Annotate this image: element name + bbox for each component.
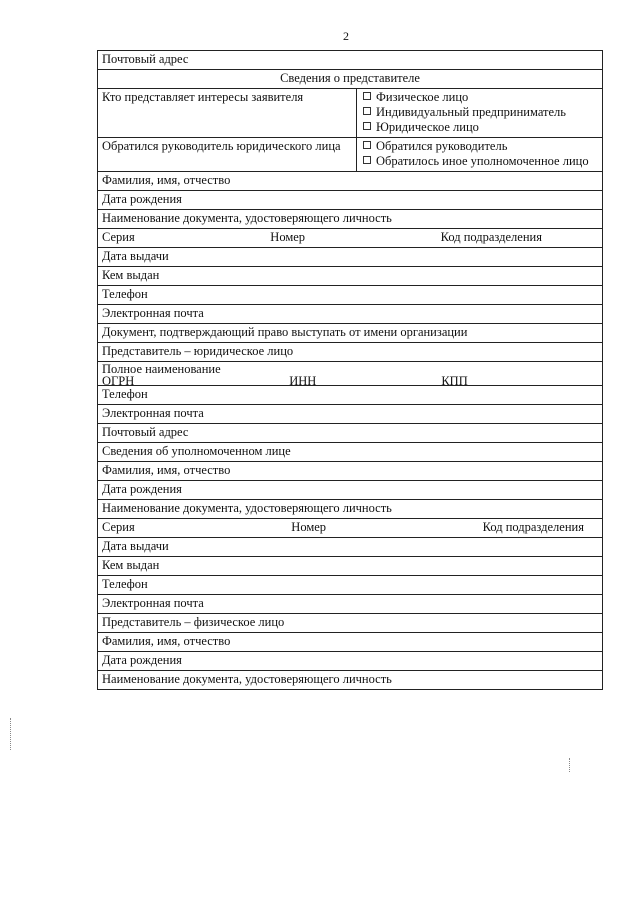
head-applied-row [98,137,602,171]
checkbox-icon [363,92,371,100]
issue-date-row-2[interactable]: Дата выдачи [98,537,602,556]
checkbox-individual[interactable]: Физическое лицо [363,90,598,105]
id-document-row-3[interactable]: Наименование документа, удостоверяющего личность [98,670,602,689]
issue-date-row[interactable]: Дата выдачи [98,247,602,266]
email-row-2[interactable]: Электронная почта [98,404,602,423]
birth-date-row[interactable]: Дата рождения [98,190,602,209]
scan-artifact [10,718,12,750]
birth-date-row-3[interactable]: Дата рождения [98,651,602,670]
scan-artifact [569,758,571,772]
authority-document-row[interactable]: Документ, подтверждающий право выступать от имени организации [98,323,602,342]
head-applied-label: Обратился руководитель юридического лица [98,138,357,171]
ogrn-label: ОГРН [102,374,135,385]
who-represents-options [357,89,602,137]
who-represents-row [98,88,602,137]
full-name-label: Полное наименование [102,362,221,376]
representative-section-header: Сведения о представителе [98,69,602,88]
division-code-label: Код подразделения [440,230,542,244]
division-code-label: Код подразделения [482,520,584,534]
birth-date-row-2[interactable]: Дата рождения [98,480,602,499]
who-represents-label: Кто представляет интересы заявителя [98,89,357,137]
kpp-label: КПП [441,374,468,385]
checkbox-legal-entity[interactable]: Юридическое лицо [363,120,598,135]
series-label: Серия [102,230,135,244]
checkbox-entrepreneur[interactable]: Индивидуальный предприниматель [363,105,598,120]
checkbox-icon [363,156,371,164]
fio-row[interactable]: Фамилия, имя, отчество [98,171,602,190]
series-number-row-2[interactable] [98,518,602,537]
number-label: Номер [270,230,306,244]
page-number: 2 [343,29,349,43]
id-document-row[interactable]: Наименование документа, удостоверяющего личность [98,209,602,228]
series-number-row[interactable] [98,228,602,247]
checkbox-icon [363,141,371,149]
number-label: Номер [291,520,327,534]
applicant-form-table [97,50,603,690]
postal-address-row[interactable]: Почтовый адрес [102,52,189,66]
inn-line [320,375,435,385]
fio-row-2[interactable]: Фамилия, имя, отчество [98,461,602,480]
fio-row-3[interactable]: Фамилия, имя, отчество [98,632,602,651]
phone-row[interactable]: Телефон [98,285,602,304]
id-document-row-2[interactable]: Наименование документа, удостоверяющего личность [98,499,602,518]
rep-individual-row: Представитель – физическое лицо [98,613,602,632]
checkbox-head-applied[interactable]: Обратился руководитель [363,139,598,154]
postal-address-row-2[interactable]: Почтовый адрес [98,423,602,442]
email-row-3[interactable]: Электронная почта [98,594,602,613]
issued-by-row-2[interactable]: Кем выдан [98,556,602,575]
head-applied-options [357,138,602,171]
series-label: Серия [102,520,135,534]
phone-row-3[interactable]: Телефон [98,575,602,594]
full-name-ogrn-row[interactable] [98,361,602,385]
inn-label: ИНН [289,374,317,385]
ogrn-line [138,375,283,385]
authorized-person-info-row: Сведения об уполномоченном лице [98,442,602,461]
checkbox-icon [363,122,371,130]
checkbox-other-authorized[interactable]: Обратилось иное уполномоченное лицо [363,154,598,169]
checkbox-icon [363,107,371,115]
phone-row-2[interactable]: Телефон [98,385,602,404]
email-row[interactable]: Электронная почта [98,304,602,323]
issued-by-row[interactable]: Кем выдан [98,266,602,285]
rep-legal-entity-row: Представитель – юридическое лицо [98,342,602,361]
